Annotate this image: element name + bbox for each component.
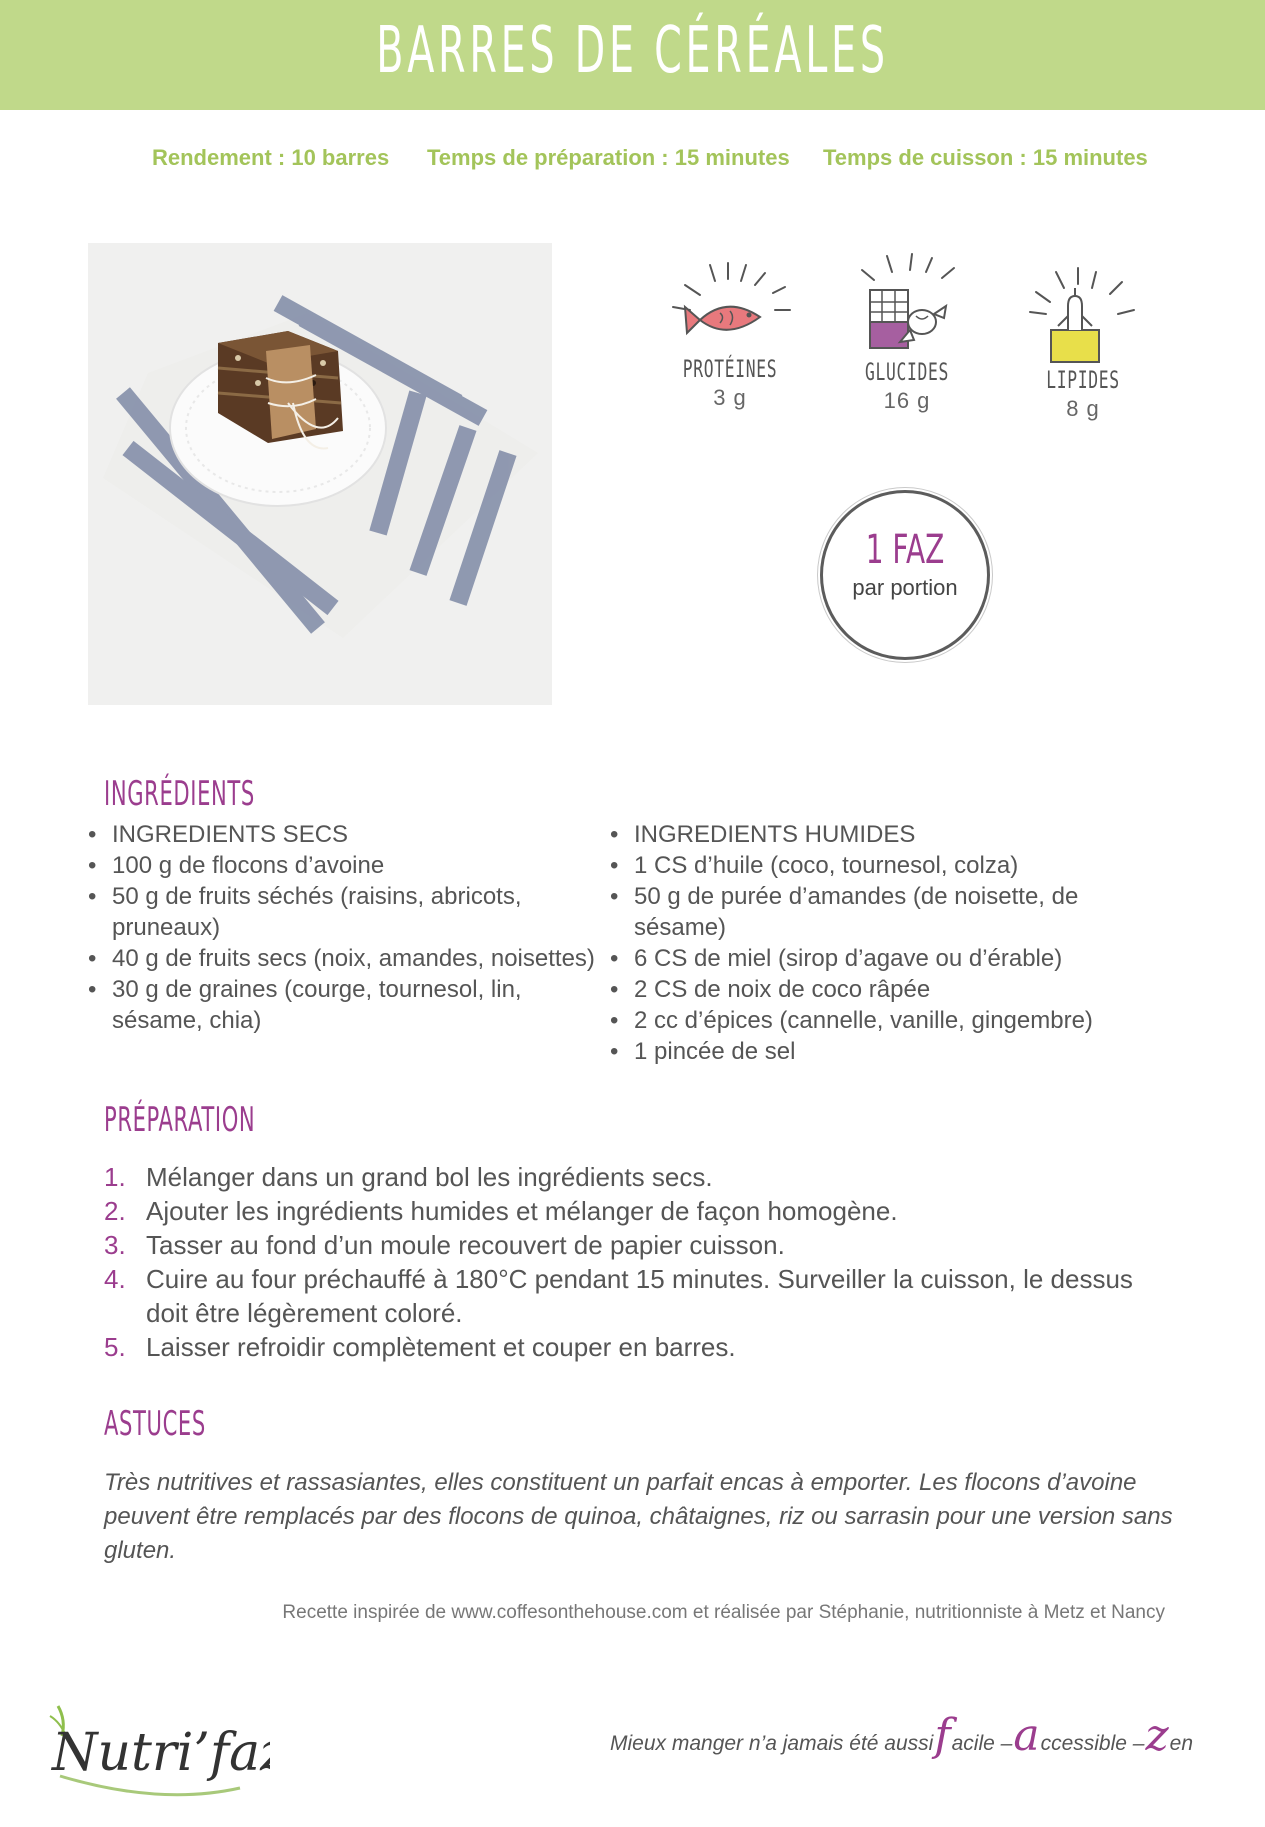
prep-time-info: Temps de préparation : 15 minutes	[427, 145, 790, 170]
header-banner	[0, 0, 1265, 110]
ingredient-item: • INGREDIENTS SECS	[88, 819, 608, 850]
faz-value: 1 FAZ	[865, 527, 945, 573]
ingredient-item: • 1 pincée de sel	[610, 1036, 1110, 1067]
yield-info: Rendement : 10 barres	[152, 145, 390, 170]
step-number: 2.	[104, 1196, 126, 1226]
macro-label: PROTÉINES	[682, 355, 778, 383]
dry-ingredients-list	[88, 819, 608, 1036]
step-text: Cuire au four préchauffé à 180°C pendant 15 minutes. Surveiller la cuisson, le dessus doit être légèrement coloré.	[146, 1264, 1133, 1328]
macro-value: 8 g	[1066, 396, 1100, 421]
preparation-title: PRÉPARATION	[104, 1100, 256, 1140]
preparation-step	[104, 1160, 1174, 1194]
preparation-step	[104, 1262, 1174, 1330]
step-text: Laisser refroidir complètement et couper en barres.	[146, 1332, 736, 1362]
oil-bottle-icon	[1018, 262, 1148, 366]
nutrifaz-logo	[40, 1698, 270, 1808]
ingredient-item: • 50 g de purée d’amandes (de noisette, de sésame)	[610, 881, 1110, 943]
ingredient-item: • 50 g de fruits séchés (raisins, abricots, pruneaux)	[88, 881, 608, 943]
step-number: 3.	[104, 1230, 126, 1260]
slogan-z: z	[1145, 1710, 1169, 1761]
wet-ingredients-list	[610, 819, 1110, 1067]
slogan-f: f	[934, 1710, 951, 1761]
macro-label: GLUCIDES	[864, 358, 950, 386]
macro-value: 3 g	[713, 385, 747, 410]
faz-unit: par portion	[852, 575, 958, 600]
step-text: Ajouter les ingrédients humides et mélanger de façon homogène.	[146, 1196, 898, 1226]
macro-fats	[1008, 262, 1158, 422]
page-title: BARRES DE CÉRÉALES	[376, 14, 889, 88]
faz-badge	[820, 490, 990, 660]
ingredient-item: • 2 CS de noix de coco râpée	[610, 974, 1110, 1005]
macro-proteins	[655, 255, 805, 411]
preparation-step	[104, 1228, 1174, 1262]
ingredient-item: • 100 g de flocons d’avoine	[88, 850, 608, 881]
footer-slogan	[610, 1710, 1193, 1761]
step-number: 1.	[104, 1162, 126, 1192]
slogan-start: Mieux manger n’a jamais été aussi	[610, 1732, 934, 1755]
macro-carbs	[832, 250, 982, 414]
ingredient-item: • 30 g de graines (courge, tournesol, lin, sésame, chia)	[88, 974, 608, 1036]
slogan-word2: ccessible –	[1040, 1732, 1145, 1755]
ingredient-item: • INGREDIENTS HUMIDES	[610, 819, 1110, 850]
preparation-steps	[104, 1160, 1174, 1364]
step-text: Tasser au fond d’un moule recouvert de papier cuisson.	[146, 1230, 785, 1260]
ingredient-item: • 1 CS d’huile (coco, tournesol, colza)	[610, 850, 1110, 881]
recipe-photo	[88, 243, 552, 705]
step-number: 5.	[104, 1332, 126, 1362]
fish-icon	[665, 255, 795, 355]
slogan-a: a	[1013, 1710, 1040, 1761]
tips-title: ASTUCES	[104, 1404, 206, 1444]
step-text: Mélanger dans un grand bol les ingrédients secs.	[146, 1162, 713, 1192]
preparation-step	[104, 1194, 1174, 1228]
chocolate-candy-icon	[842, 250, 972, 358]
preparation-step	[104, 1330, 1174, 1364]
ingredient-item: • 2 cc d’épices (cannelle, vanille, gingembre)	[610, 1005, 1110, 1036]
logo-text: Nutri’faz	[52, 1723, 270, 1783]
slogan-word1: acile –	[951, 1732, 1013, 1755]
macro-value: 16 g	[883, 388, 931, 413]
tips-text: Très nutritives et rassasiantes, elles constituent un parfait encas à emporter. Les flocons d’avoine peuvent être remplacés par des flocons de quinoa, châtaignes, riz ou sarrasin pour une version sans gluten.	[104, 1469, 1173, 1564]
macro-label: LIPIDES	[1046, 366, 1120, 394]
leaf-logo-icon	[40, 1698, 270, 1808]
ingredient-item: • 6 CS de miel (sirop d’agave ou d’érable)	[610, 943, 1110, 974]
ingredient-item: • 40 g de fruits secs (noix, amandes, noisettes)	[88, 943, 608, 974]
recipe-credit: Recette inspirée de www.coffesonthehouse.com et réalisée par Stéphanie, nutritionniste à Metz et Nancy	[282, 1602, 1165, 1623]
cook-time-info: Temps de cuisson : 15 minutes	[823, 145, 1148, 170]
ingredients-title: INGRÉDIENTS	[104, 774, 255, 814]
slogan-word3: en	[1169, 1732, 1193, 1755]
step-number: 4.	[104, 1264, 126, 1294]
